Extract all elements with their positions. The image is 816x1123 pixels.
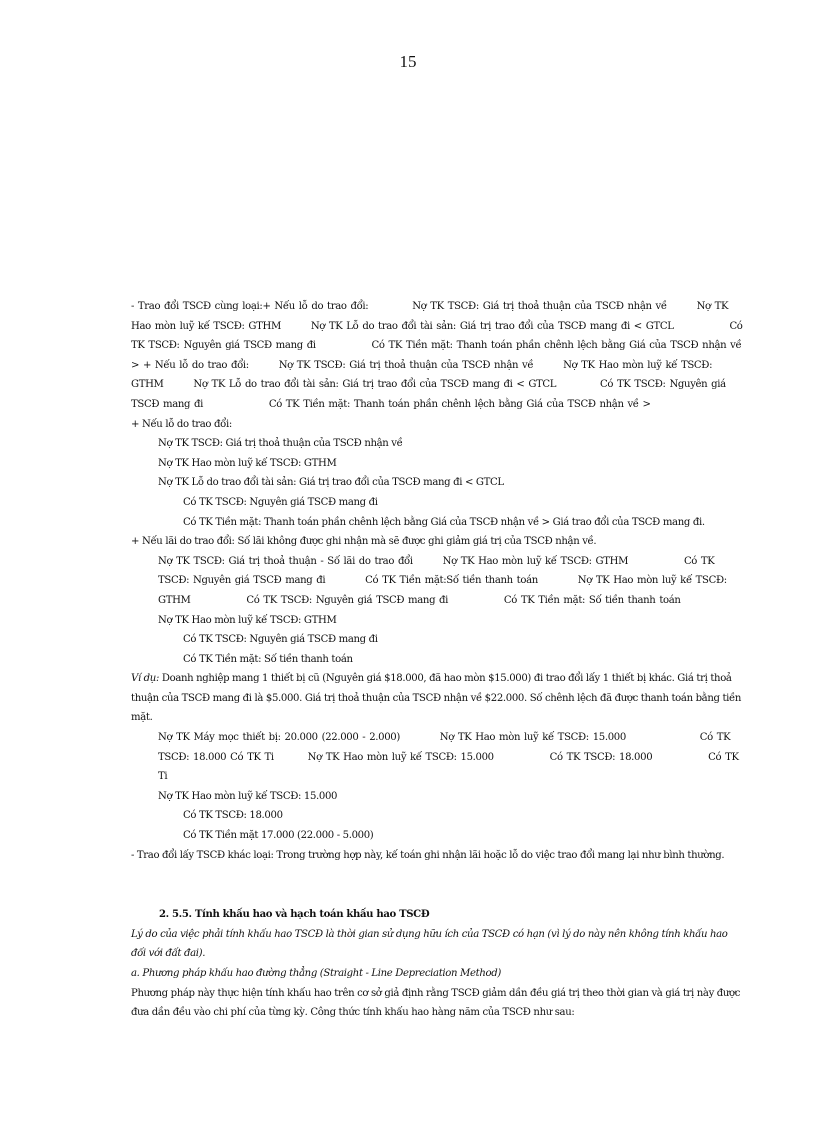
reason-paragraph: Lý do của việc phải tính khấu hao TSCĐ là thời gian sử dụng hữu ích của TSCĐ có hạn (vì lý do này nên không tính khấu hao đối với đất đai). [131,928,728,960]
text: Có TK Tiền mặt:Số tiền thanh toán [365,575,538,587]
paragraph-gain-entries [131,552,743,611]
journal-line: Có TK TSCĐ: 18.000 [183,810,283,822]
text: Nợ TK TSCĐ: Giá trị thoả thuận - Số lãi do trao đổi [158,555,413,567]
text: Nợ TK Hao mòn luỹ kế TSCĐ: 15.000 [307,751,494,763]
method-title: a. Phương pháp khấu hao đường thẳng (Straight - Line Depreciation Method) [131,968,501,979]
text: Nợ TK Máy mọc thiết bị: 20.000 (22.000 - 2.000) [158,732,400,744]
text: Có TK TSCĐ: Nguyên giá TSCĐ mang đi [131,379,726,410]
text: vào chi phí của từng kỳ. Công thức tính khấu hao hàng năm của TSCĐ như sau: [193,1007,575,1019]
document-body [131,297,743,1023]
paragraph-example-entries [131,728,743,787]
text: Nợ TK Hao mòn luỹ kế TSCĐ: GTHM [158,575,727,606]
text: Có TK TSCĐ: Nguyên giá TSCĐ mang đi [158,555,715,587]
text: Có TK Tiền mặt: Thanh toán phần chênh lệch bằng Giá của TSCĐ nhận về > [268,398,651,410]
journal-line: Nợ TK Lỗ do trao đổi tài sản: Giá trị trao đổi của TSCĐ mang đi < GTCL [158,477,504,489]
journal-line: Có TK Tiền mặt: Thanh toán phần chênh lệch bằng Giá của TSCĐ nhận về > Giá trao đổi của TSCĐ mang đi. [183,516,705,528]
text: Nợ TK Lỗ do trao đổi tài sản: Giá trị trao đổi của TSCĐ mang đi < GTCL [193,379,557,391]
journal-line: Có TK TSCĐ: Nguyên giá TSCĐ mang đi [183,634,378,646]
text: Có TK Ti [158,751,739,783]
text: Có TK TSCĐ: Nguyên giá TSCĐ mang đi [246,594,449,606]
text: Có TK TSCĐ: 18.000 [158,732,731,763]
text: Có TK TSCĐ: 18.000 [549,751,653,763]
text: Nợ TK Hao mòn luỹ kế TSCĐ: GTHM [442,555,629,567]
journal-line: Có TK Tiền mặt: Số tiền thanh toán [183,653,353,665]
text: Có TK TSCĐ: Nguyên giá TSCĐ mang đi [131,320,743,352]
text: Phương pháp này thực hiện tính khấu hao trên cơ sở giả định rằng TSCĐ giảm dần đều giá trị theo thời gian và giá trị này được đưa dần đều [131,987,741,1019]
gain-title: + Nếu lãi do trao đổi: Số lãi không được ghi nhận mà sẽ được ghi giảm giá trị của TSCĐ nhận về. [131,536,597,548]
text: Nợ TK TSCĐ: Giá trị thoả thuận của TSCĐ nhận về [278,359,534,371]
loss-title: + Nếu lỗ do trao đổi: [131,418,232,430]
journal-line: Nợ TK Hao mòn luỹ kế TSCĐ: GTHM [158,614,337,626]
text: Nợ TK Hao mòn luỹ kế TSCĐ: GTHM [131,301,729,332]
journal-line: Nợ TK Hao mòn luỹ kế TSCĐ: 15.000 [158,790,338,802]
text: Nợ TK Hao mòn luỹ kế TSCĐ: 15.000 [439,732,626,744]
journal-line: Có TK TSCĐ: Nguyên giá TSCĐ mang đi [183,496,378,508]
text: Có TK Tiền mặt: Số tiền thanh toán [503,594,681,606]
other-exchange-paragraph: - Trao đổi lấy TSCĐ khác loại: Trong trường hợp này, kế toán ghi nhận lãi hoặc lỗ do việc trao đổi mang lại như bình thường. [131,849,725,861]
text: - Trao đổi TSCĐ cùng loại:+ Nếu lỗ do trao đổi: [131,301,369,312]
text: Nợ TK Hao mòn luỹ kế TSCĐ: GTHM [131,359,713,391]
method-description [131,984,743,1023]
paragraph-same-type-exchange [131,297,743,415]
section-heading: 2. 5.5. Tính khấu hao và hạch toán khấu hao TSCĐ [159,909,430,921]
text: Doanh nghiệp mang 1 thiết bị cũ (Nguyên giá $18.000, đã hao mòn $15.000) đi trao đổi lấy 1 thiết bị khác. Giá trị thoả thuận của [131,673,732,704]
text: TSCĐ mang đi là $5.000. Giá trị thoả thuận của TSCĐ nhận về $22.000. Số chênh lệch đã được thanh toán bằng tiền mặt. [131,692,742,724]
example-paragraph [131,669,743,728]
text: Có TK Ti [230,751,274,763]
text: Nợ TK Lỗ do trao đổi tài sản: Giá trị trao đổi của TSCĐ mang đi < GTCL [310,320,674,332]
example-label: Ví dụ: [131,673,159,685]
page-number: 15 [399,52,417,71]
journal-line: Có TK Tiền mặt 17.000 (22.000 - 5.000) [183,830,374,842]
journal-line: Nợ TK Hao mòn luỹ kế TSCĐ: GTHM [158,457,337,469]
text: Có TK Tiền mặt: Thanh toán phần chênh lệch bằng Giá của TSCĐ nhận về > + Nếu lỗ do trao đổi: [131,340,742,371]
text: Nợ TK TSCĐ: Giá trị thoả thuận của TSCĐ nhận về [412,301,667,312]
journal-line: Nợ TK TSCĐ: Giá trị thoả thuận của TSCĐ nhận về [158,438,403,450]
